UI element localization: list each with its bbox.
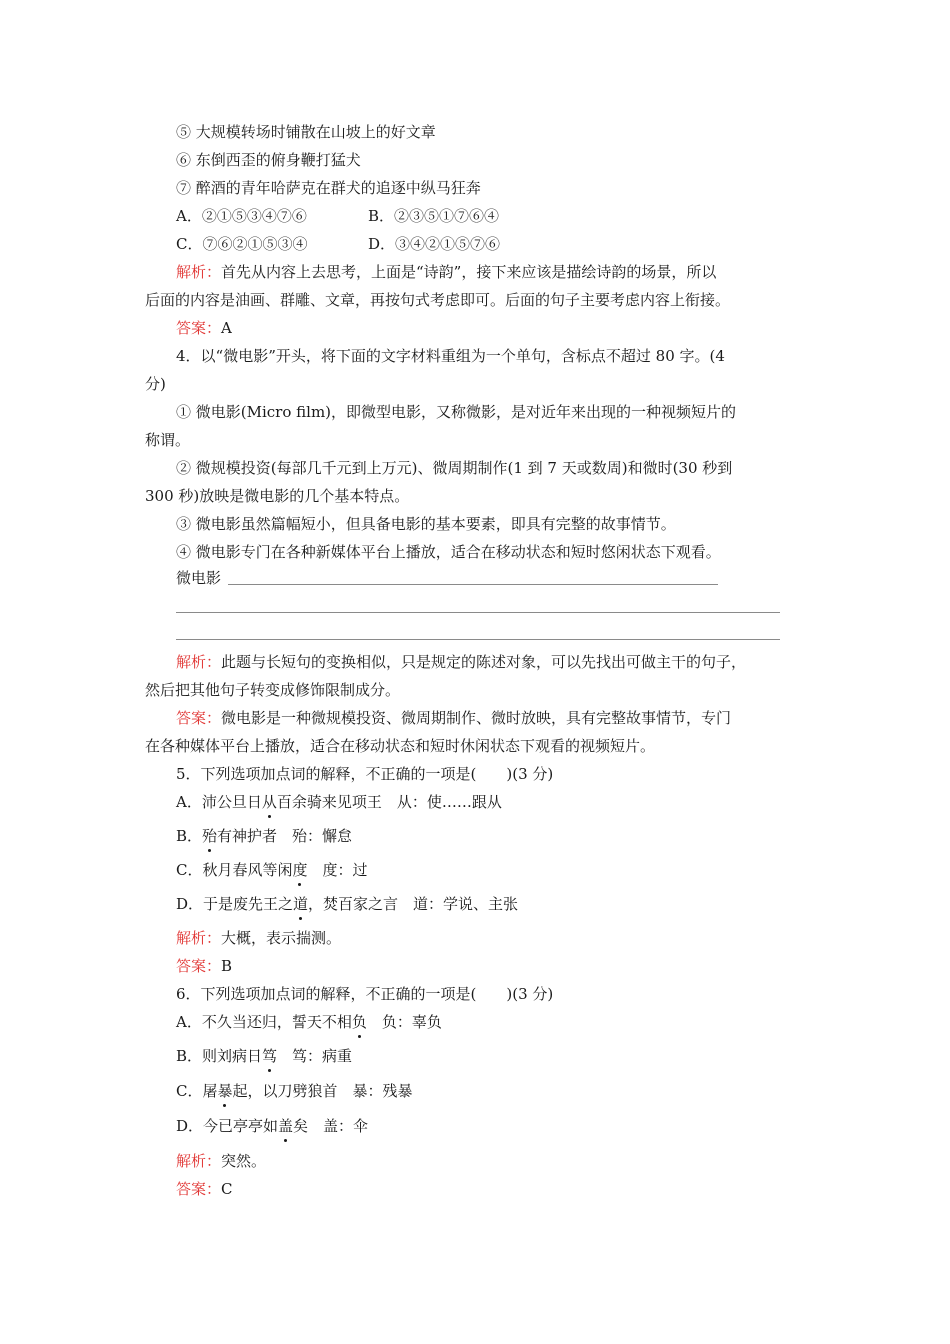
answer-value: C bbox=[221, 1180, 233, 1198]
q6-option-b bbox=[176, 1046, 352, 1066]
q5-option-c bbox=[176, 860, 368, 880]
q4-blank-prefix: 微电影 bbox=[176, 569, 222, 587]
answer-value: A bbox=[221, 319, 232, 337]
option-text: 起，以刀劈狼首 暴：残暴 bbox=[232, 1082, 413, 1100]
q4-stem: 4．以“微电影”开头，将下面的文字材料重组为一个单句，含标点不超过 80 字。(4 bbox=[176, 347, 725, 365]
q5-option-b bbox=[176, 826, 352, 846]
q3-item-7: ⑦ 醉酒的青年哈萨克在群犬的追逐中纵马狂奔 bbox=[176, 179, 481, 197]
answer-label: 答案： bbox=[176, 957, 222, 975]
option-text: 矣 盖：伞 bbox=[293, 1117, 369, 1135]
q3-item-5: ⑤ 大规模转场时铺散在山坡上的好文章 bbox=[176, 123, 436, 141]
q5-option-d bbox=[176, 894, 518, 914]
q6-option-d bbox=[176, 1116, 368, 1136]
option-text: ，焚百家之言 道：学说、主张 bbox=[308, 895, 519, 913]
q3-answer bbox=[176, 318, 232, 338]
answer-value: B bbox=[221, 957, 233, 975]
option-text: 百余骑来见项王 从：使……跟从 bbox=[276, 793, 502, 811]
analysis-text: 突然。 bbox=[221, 1152, 267, 1170]
q5-option-a bbox=[176, 792, 502, 812]
analysis-text: 此题与长短句的变换相似，只是规定的陈述对象，可以先找出可做主干的句子， bbox=[221, 653, 747, 671]
q5-analysis bbox=[176, 928, 341, 948]
q6-option-a bbox=[176, 1012, 442, 1032]
option-text: A．不久当还归，誓天不相 bbox=[176, 1013, 352, 1031]
dotted-word: 盖 bbox=[278, 1117, 294, 1135]
answer-blank-line-3[interactable] bbox=[176, 639, 780, 640]
q5-answer bbox=[176, 956, 232, 976]
analysis-label: 解析： bbox=[176, 653, 222, 671]
q4-material-2-cont: 300 秒)放映是微电影的几个基本特点。 bbox=[145, 487, 410, 505]
option-text: C．屠 bbox=[176, 1082, 218, 1100]
q3-option-d: D．③④②①⑤⑦⑥ bbox=[368, 235, 501, 253]
q4-analysis bbox=[176, 652, 746, 672]
option-text: D．今已亭亭如 bbox=[176, 1117, 279, 1135]
q4-material-2: ② 微规模投资(每部几千元到上万元)、微周期制作(1 到 7 天或数周)和微时(30 秒到 bbox=[176, 459, 733, 477]
q6-analysis bbox=[176, 1151, 266, 1171]
analysis-label: 解析： bbox=[176, 263, 222, 281]
q6-stem: 6．下列选项加点词的解释，不正确的一项是( )(3 分) bbox=[176, 985, 554, 1003]
q4-material-1-cont: 称谓。 bbox=[145, 431, 191, 449]
option-text: 有神护者 殆：懈怠 bbox=[217, 827, 353, 845]
q4-answer-cont: 在各种媒体平台上播放，适合在移动状态和短时休闲状态下观看的视频短片。 bbox=[145, 737, 656, 755]
dotted-word: 从 bbox=[261, 793, 277, 811]
q3-analysis-cont: 后面的内容是油画、群雕、文章，再按句式考虑即可。后面的句子主要考虑内容上衔接。 bbox=[145, 291, 731, 309]
q4-material-3: ③ 微电影虽然篇幅短小，但具备电影的基本要素，即具有完整的故事情节。 bbox=[176, 515, 676, 533]
q4-stem-cont: 分) bbox=[145, 375, 166, 393]
option-text: 负：辜负 bbox=[366, 1013, 442, 1031]
option-text: C．秋月春风等闲 bbox=[176, 861, 293, 879]
q4-analysis-cont: 然后把其他句子转变成修饰限制成分。 bbox=[145, 681, 401, 699]
option-text: 度：过 bbox=[307, 861, 368, 879]
q6-answer bbox=[176, 1179, 233, 1199]
option-text: 笃：病重 bbox=[277, 1047, 353, 1065]
q3-item-6: ⑥ 东倒西歪的俯身鞭打猛犬 bbox=[176, 151, 361, 169]
q5-stem: 5．下列选项加点词的解释，不正确的一项是( )(3 分) bbox=[176, 765, 554, 783]
answer-blank-line-2[interactable] bbox=[176, 612, 780, 613]
answer-blank-line-1[interactable] bbox=[228, 584, 718, 585]
q3-option-b: B．②③⑤①⑦⑥④ bbox=[368, 207, 500, 225]
answer-label: 答案： bbox=[176, 1180, 222, 1198]
option-text: B． bbox=[176, 827, 203, 845]
q4-material-1: ① 微电影(Micro film)，即微型电影，又称微影，是对近年来出现的一种视频短片的 bbox=[176, 403, 737, 421]
q4-material-4: ④ 微电影专门在各种新媒体平台上播放，适合在移动状态和短时悠闲状态下观看。 bbox=[176, 543, 721, 561]
q3-analysis bbox=[176, 262, 716, 282]
analysis-label: 解析： bbox=[176, 929, 222, 947]
option-text: B．则刘病日 bbox=[176, 1047, 263, 1065]
dotted-word: 道 bbox=[293, 895, 309, 913]
option-text: A．沛公旦日 bbox=[176, 793, 262, 811]
analysis-text: 首先从内容上去思考，上面是“诗韵”，接下来应该是描绘诗韵的场景，所以 bbox=[221, 263, 717, 281]
dotted-word: 暴 bbox=[217, 1082, 233, 1100]
dotted-word: 笃 bbox=[262, 1047, 278, 1065]
q6-option-c bbox=[176, 1081, 413, 1101]
q4-answer bbox=[176, 708, 731, 728]
option-text: D．于是废先王之 bbox=[176, 895, 294, 913]
q3-option-c: C．⑦⑥②①⑤③④ bbox=[176, 235, 308, 253]
q3-option-a: A．②①⑤③④⑦⑥ bbox=[176, 207, 307, 225]
answer-text: 微电影是一种微规模投资、微周期制作、微时放映，具有完整故事情节，专门 bbox=[221, 709, 732, 727]
answer-label: 答案： bbox=[176, 319, 222, 337]
dotted-word: 度 bbox=[292, 861, 308, 879]
answer-label: 答案： bbox=[176, 709, 222, 727]
dotted-word: 殆 bbox=[202, 827, 218, 845]
analysis-text: 大概，表示揣测。 bbox=[221, 929, 342, 947]
analysis-label: 解析： bbox=[176, 1152, 222, 1170]
dotted-word: 负 bbox=[351, 1013, 367, 1031]
